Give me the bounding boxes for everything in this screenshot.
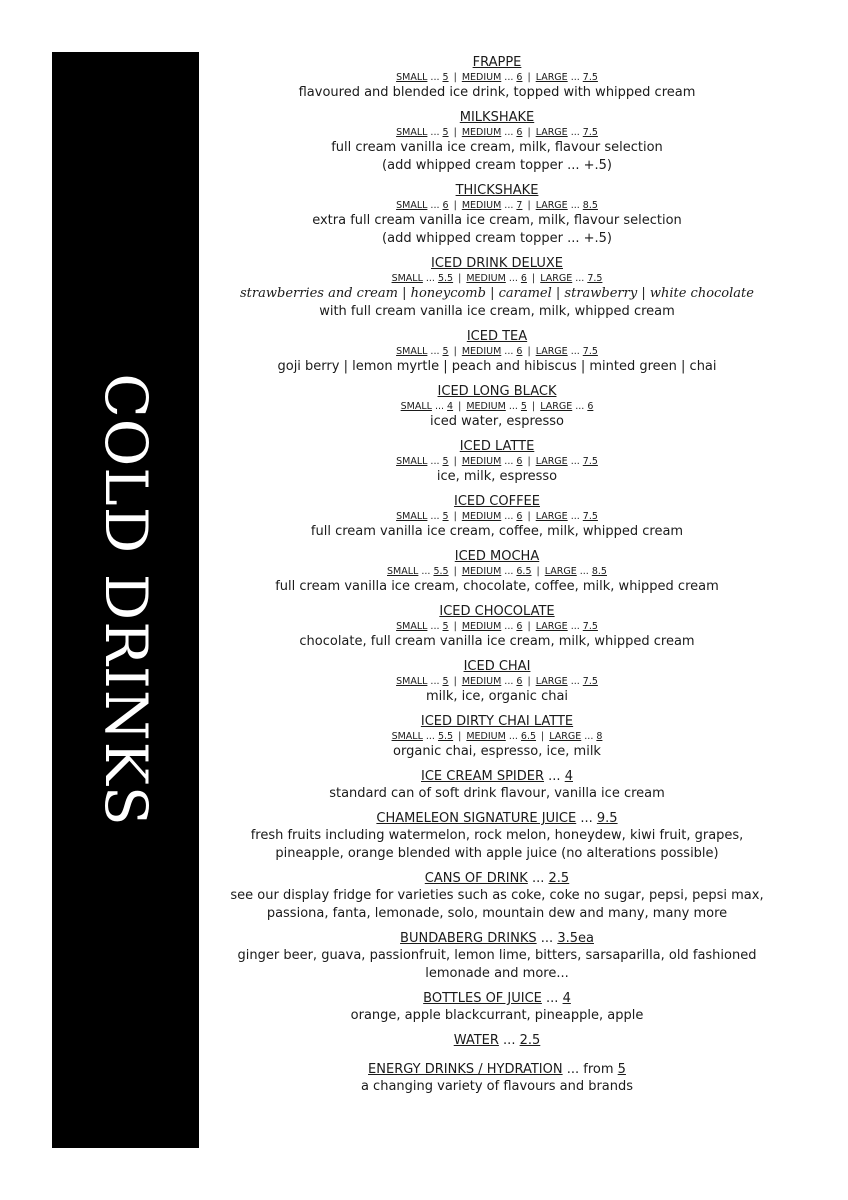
size-label-small: SMALL <box>396 200 428 211</box>
size-separator: | <box>450 72 460 83</box>
menu-item <box>200 109 794 175</box>
item-heading: ICE CREAM SPIDER ... 4 <box>421 769 573 784</box>
size-price-large: 7.5 <box>582 127 598 138</box>
item-name: ICED DRINK DELUXE <box>431 256 563 271</box>
size-price-large: 7.5 <box>582 346 598 357</box>
size-price-large: 7.5 <box>582 621 598 632</box>
item-description: ice, milk, espresso <box>436 469 558 484</box>
size-separator: | <box>524 676 534 687</box>
menu-item <box>200 603 794 651</box>
size-label-medium: MEDIUM <box>461 346 502 357</box>
size-price-medium: 6 <box>516 621 523 632</box>
item-description: full cream vanilla ice cream, milk, flavour selection <box>331 140 663 155</box>
item-description: goji berry | lemon myrtle | peach and hibiscus | minted green | chai <box>277 359 717 374</box>
size-separator: | <box>455 273 465 284</box>
menu-item <box>200 713 794 761</box>
size-price-medium: 6 <box>516 456 523 467</box>
menu-item <box>200 548 794 596</box>
size-label-small: SMALL <box>387 566 419 577</box>
item-price: 2.5 <box>548 871 570 886</box>
item-heading <box>200 182 794 199</box>
size-prices: SMALL ... 5 | MEDIUM ... 6 | LARGE ... 7.5 <box>396 127 598 138</box>
size-label-large: LARGE <box>535 200 568 211</box>
size-label-large: LARGE <box>544 566 577 577</box>
menu-item <box>200 383 794 431</box>
item-name: MILKSHAKE <box>459 110 535 125</box>
size-separator: | <box>524 200 534 211</box>
menu-item <box>200 870 794 923</box>
size-label-medium: MEDIUM <box>461 200 502 211</box>
size-separator: | <box>524 127 534 138</box>
size-label-small: SMALL <box>396 72 428 83</box>
item-name: BOTTLES OF JUICE <box>423 991 542 1006</box>
size-price-small: 5.5 <box>437 731 454 742</box>
size-separator: | <box>524 511 534 522</box>
size-price-medium: 6 <box>516 127 523 138</box>
size-separator: | <box>528 401 539 412</box>
item-name: WATER <box>453 1033 499 1048</box>
item-heading: CANS OF DRINK ... 2.5 <box>424 871 570 886</box>
size-label-large: LARGE <box>535 676 568 687</box>
menu-item <box>200 990 794 1025</box>
size-separator: | <box>528 273 539 284</box>
size-separator: | <box>450 621 460 632</box>
size-label-large: LARGE <box>549 731 582 742</box>
size-separator: | <box>538 731 548 742</box>
item-name: CHAMELEON SIGNATURE JUICE <box>376 811 577 826</box>
size-label-large: LARGE <box>535 511 568 522</box>
size-separator: | <box>524 621 534 632</box>
item-heading: WATER ... 2.5 <box>453 1033 541 1048</box>
size-separator: | <box>455 731 465 742</box>
size-label-medium: MEDIUM <box>461 676 502 687</box>
size-prices: SMALL ... 5 | MEDIUM ... 6 | LARGE ... 7.5 <box>396 346 598 357</box>
drinks-menu-list <box>200 54 794 1103</box>
size-price-medium: 5 <box>520 401 527 412</box>
size-price-small: 5 <box>442 621 449 632</box>
size-price-large: 7.5 <box>587 273 603 284</box>
size-price-large: 7.5 <box>582 72 598 83</box>
item-description: lemonade and more... <box>425 966 569 981</box>
item-description: standard can of soft drink flavour, vanilla ice cream <box>329 786 665 801</box>
item-name: ENERGY DRINKS / HYDRATION <box>368 1062 563 1077</box>
menu-item <box>200 182 794 248</box>
size-price-medium: 7 <box>516 200 523 211</box>
item-name: ICED COFFEE <box>454 494 540 509</box>
item-name: ICED LATTE <box>459 439 535 454</box>
size-price-large: 8 <box>596 731 603 742</box>
size-prices: SMALL ... 5 | MEDIUM ... 6 | LARGE ... 7.5 <box>396 676 598 687</box>
price-prefix: from <box>583 1062 618 1077</box>
item-name: ICED TEA <box>466 329 528 344</box>
item-name: ICED MOCHA <box>454 549 540 564</box>
size-price-large: 8.5 <box>582 200 598 211</box>
size-separator: | <box>450 346 460 357</box>
size-label-medium: MEDIUM <box>466 273 506 284</box>
size-label-large: LARGE <box>540 401 573 412</box>
menu-item <box>200 438 794 486</box>
size-price-small: 5 <box>442 511 449 522</box>
item-name: ICED LONG BLACK <box>437 384 557 399</box>
item-heading: BOTTLES OF JUICE ... 4 <box>423 991 571 1006</box>
size-separator: | <box>533 566 543 577</box>
item-name: THICKSHAKE <box>455 183 539 198</box>
size-label-medium: MEDIUM <box>461 621 502 632</box>
item-description: orange, apple blackcurrant, pineapple, apple <box>350 1008 644 1023</box>
item-name: BUNDABERG DRINKS <box>400 931 537 946</box>
menu-item <box>200 1032 794 1049</box>
menu-item <box>200 493 794 541</box>
size-prices: SMALL ... 5 | MEDIUM ... 6 | LARGE ... 7.5 <box>396 72 598 83</box>
item-heading <box>200 109 794 126</box>
size-label-small: SMALL <box>396 621 428 632</box>
size-price-small: 5 <box>442 676 449 687</box>
size-label-small: SMALL <box>396 127 428 138</box>
size-label-small: SMALL <box>391 731 423 742</box>
item-description: a changing variety of flavours and brands <box>360 1079 634 1094</box>
item-heading <box>200 713 794 730</box>
item-description: extra full cream vanilla ice cream, milk, flavour selection <box>312 213 682 228</box>
size-label-large: LARGE <box>535 127 568 138</box>
size-label-small: SMALL <box>396 346 428 357</box>
item-description: with full cream vanilla ice cream, milk, whipped cream <box>319 304 675 319</box>
section-title: COLD DRINKS <box>91 373 160 827</box>
menu-item <box>200 1061 794 1096</box>
size-separator: | <box>450 566 460 577</box>
item-name: ICED DIRTY CHAI LATTE <box>420 714 574 729</box>
item-heading <box>200 54 794 71</box>
item-heading: ENERGY DRINKS / HYDRATION ... from 5 <box>368 1062 626 1077</box>
menu-item <box>200 930 794 983</box>
size-price-large: 7.5 <box>582 676 598 687</box>
menu-item <box>200 328 794 376</box>
size-label-large: LARGE <box>535 621 568 632</box>
size-price-small: 5 <box>442 72 449 83</box>
flavour-options: strawberries and cream | honeycomb | caramel | strawberry | white chocolate <box>240 286 754 301</box>
size-price-small: 5 <box>442 127 449 138</box>
size-separator: | <box>524 72 534 83</box>
item-price: 3.5ea <box>557 931 594 946</box>
item-description: organic chai, espresso, ice, milk <box>393 744 601 759</box>
item-heading <box>200 383 794 400</box>
item-description: passiona, fanta, lemonade, solo, mountain dew and many, many more <box>266 906 728 921</box>
size-price-medium: 6 <box>516 72 523 83</box>
size-separator: | <box>455 401 465 412</box>
item-heading: CHAMELEON SIGNATURE JUICE ... 9.5 <box>376 811 618 826</box>
item-price: 9.5 <box>596 811 618 826</box>
size-label-large: LARGE <box>540 273 573 284</box>
item-description: full cream vanilla ice cream, chocolate, coffee, milk, whipped cream <box>275 579 719 594</box>
size-separator: | <box>450 511 460 522</box>
size-price-large: 7.5 <box>582 511 598 522</box>
item-description: (add whipped cream topper ... +.5) <box>382 158 612 173</box>
size-price-medium: 6 <box>516 511 523 522</box>
item-price: 2.5 <box>519 1033 541 1048</box>
size-label-large: LARGE <box>535 72 568 83</box>
size-label-large: LARGE <box>535 456 568 467</box>
item-heading <box>200 603 794 620</box>
item-heading <box>200 255 794 272</box>
size-prices: SMALL ... 5.5 | MEDIUM ... 6 | LARGE ... 7.5 <box>391 273 603 284</box>
size-prices: SMALL ... 6 | MEDIUM ... 7 | LARGE ... 8.5 <box>396 200 598 211</box>
menu-item <box>200 658 794 706</box>
size-label-medium: MEDIUM <box>461 566 502 577</box>
size-separator: | <box>524 456 534 467</box>
size-price-small: 5.5 <box>433 566 449 577</box>
size-label-medium: MEDIUM <box>461 456 502 467</box>
menu-item <box>200 810 794 863</box>
size-price-small: 4 <box>447 401 454 412</box>
item-description: ginger beer, guava, passionfruit, lemon lime, bitters, sarsaparilla, old fashioned <box>237 948 757 963</box>
item-heading <box>200 493 794 510</box>
item-name: CANS OF DRINK <box>424 871 528 886</box>
size-price-large: 7.5 <box>582 456 598 467</box>
size-price-medium: 6 <box>516 346 523 357</box>
size-price-small: 5 <box>442 456 449 467</box>
item-description: fresh fruits including watermelon, rock melon, honeydew, kiwi fruit, grapes, <box>250 828 744 843</box>
size-label-small: SMALL <box>396 456 428 467</box>
size-prices: SMALL ... 5 | MEDIUM ... 6 | LARGE ... 7.5 <box>396 621 598 632</box>
menu-item <box>200 54 794 102</box>
size-price-medium: 6 <box>520 273 527 284</box>
size-prices: SMALL ... 5.5 | MEDIUM ... 6.5 | LARGE ... 8 <box>391 731 603 742</box>
item-description: chocolate, full cream vanilla ice cream, milk, whipped cream <box>299 634 695 649</box>
size-prices: SMALL ... 5 | MEDIUM ... 6 | LARGE ... 7.5 <box>396 456 598 467</box>
size-label-medium: MEDIUM <box>461 511 502 522</box>
size-separator: | <box>450 676 460 687</box>
size-label-medium: MEDIUM <box>466 731 506 742</box>
item-description: pineapple, orange blended with apple juice (no alterations possible) <box>275 846 719 861</box>
item-price: 4 <box>564 769 573 784</box>
item-name: ICED CHOCOLATE <box>439 604 555 619</box>
size-price-small: 5.5 <box>437 273 454 284</box>
size-prices: SMALL ... 5 | MEDIUM ... 6 | LARGE ... 7.5 <box>396 511 598 522</box>
size-label-medium: MEDIUM <box>466 401 506 412</box>
item-heading <box>200 658 794 675</box>
size-price-medium: 6.5 <box>516 566 532 577</box>
item-heading <box>200 328 794 345</box>
menu-item <box>200 768 794 803</box>
size-prices: SMALL ... 5.5 | MEDIUM ... 6.5 | LARGE ... 8.5 <box>387 566 607 577</box>
menu-item <box>200 255 794 321</box>
size-label-small: SMALL <box>400 401 432 412</box>
size-separator: | <box>450 456 460 467</box>
item-price: 5 <box>617 1062 626 1077</box>
size-separator: | <box>450 200 460 211</box>
item-description: see our display fridge for varieties such as coke, coke no sugar, pepsi, pepsi max, <box>230 888 764 903</box>
item-name: FRAPPE <box>472 55 522 70</box>
item-price: 4 <box>562 991 571 1006</box>
size-price-small: 5 <box>442 346 449 357</box>
item-heading <box>200 548 794 565</box>
size-price-medium: 6 <box>516 676 523 687</box>
item-name: ICE CREAM SPIDER <box>421 769 545 784</box>
size-price-large: 8.5 <box>591 566 607 577</box>
item-heading <box>200 438 794 455</box>
size-price-large: 6 <box>587 401 594 412</box>
size-price-small: 6 <box>442 200 449 211</box>
item-description: iced water, espresso <box>429 414 565 429</box>
size-separator: | <box>524 346 534 357</box>
size-price-medium: 6.5 <box>520 731 537 742</box>
size-label-small: SMALL <box>396 511 428 522</box>
size-label-small: SMALL <box>391 273 423 284</box>
item-name: ICED CHAI <box>463 659 531 674</box>
size-prices: SMALL ... 4 | MEDIUM ... 5 | LARGE ... 6 <box>400 401 594 412</box>
item-description: milk, ice, organic chai <box>425 689 569 704</box>
size-label-medium: MEDIUM <box>461 127 502 138</box>
item-description: (add whipped cream topper ... +.5) <box>382 231 612 246</box>
size-label-large: LARGE <box>535 346 568 357</box>
item-description: flavoured and blended ice drink, topped with whipped cream <box>298 85 696 100</box>
item-heading: BUNDABERG DRINKS ... 3.5ea <box>400 931 594 946</box>
item-description: full cream vanilla ice cream, coffee, milk, whipped cream <box>310 524 684 539</box>
size-label-medium: MEDIUM <box>461 72 502 83</box>
side-banner <box>52 52 199 1148</box>
size-label-small: SMALL <box>396 676 428 687</box>
size-separator: | <box>450 127 460 138</box>
